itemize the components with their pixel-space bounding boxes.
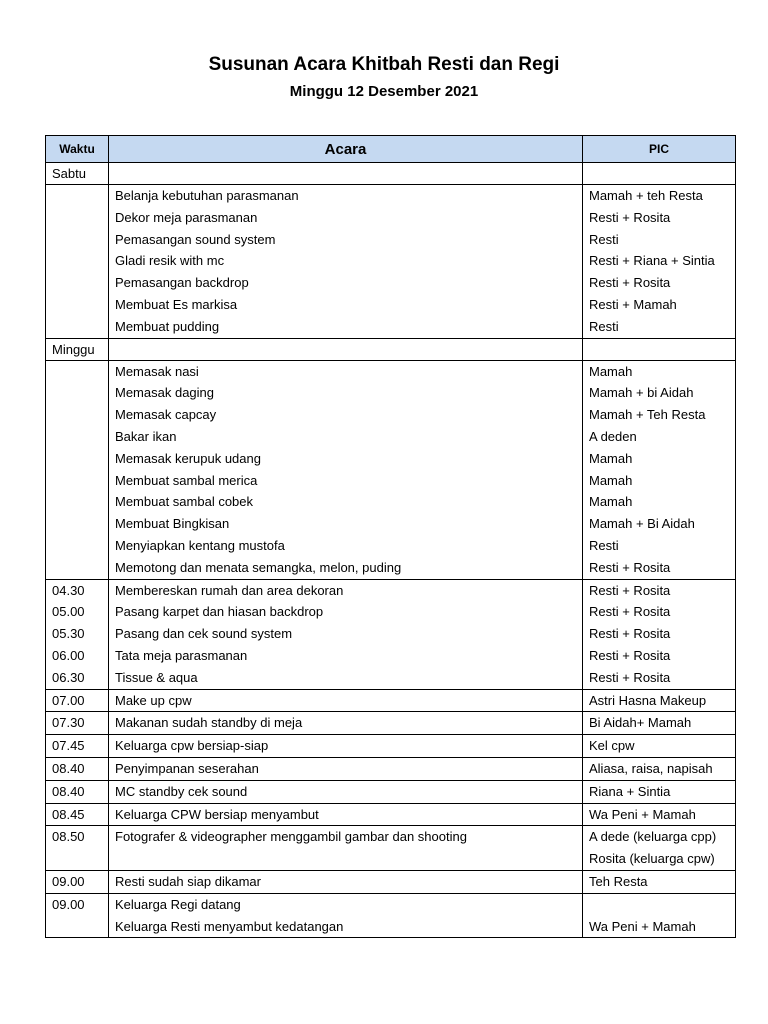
table-body xyxy=(46,163,736,938)
pic-cell xyxy=(583,893,736,938)
time-text xyxy=(52,557,102,579)
table-row xyxy=(46,803,736,826)
pic-text: Resti xyxy=(589,537,619,553)
pic-text: Mamah + bi Aidah xyxy=(589,385,694,401)
time-text: 07.30 xyxy=(52,715,85,731)
time-text xyxy=(52,229,102,251)
pic-text: A dede (keluarga cpp) xyxy=(589,829,717,845)
pic-text: Mamah + Bi Aidah xyxy=(589,516,695,532)
acara-cell xyxy=(109,803,583,826)
pic-cell xyxy=(583,780,736,803)
pic-text: Teh Resta xyxy=(589,873,648,889)
time-text xyxy=(52,513,102,535)
time-text: 06.30 xyxy=(52,669,85,685)
time-cell xyxy=(46,185,109,339)
acara-text: Membuat Bingkisan xyxy=(115,516,230,532)
pic-text: Resti + Rosita xyxy=(589,647,671,663)
table-header-row xyxy=(46,136,736,163)
pic-cell xyxy=(583,870,736,893)
acara-text: Keluarga Regi datang xyxy=(115,896,241,912)
acara-text: Menyiapkan kentang mustofa xyxy=(115,537,285,553)
acara-text: Membuat sambal merica xyxy=(115,472,258,488)
time-text: 07.45 xyxy=(52,738,85,754)
time-text xyxy=(52,382,102,404)
pic-text: Resti + Rosita xyxy=(589,209,671,225)
pic-text: Mamah xyxy=(589,363,633,379)
time-text xyxy=(52,361,102,383)
time-cell xyxy=(46,579,109,689)
header-acara: Acara xyxy=(109,136,583,163)
pic-text: Resti + Rosita xyxy=(589,559,671,575)
pic-cell xyxy=(583,689,736,712)
pic-cell xyxy=(583,579,736,689)
header-waktu: Waktu xyxy=(46,136,109,163)
acara-text: Bakar ikan xyxy=(115,428,177,444)
time-text: 05.00 xyxy=(52,604,85,620)
acara-text: Membuat pudding xyxy=(115,318,220,334)
acara-cell xyxy=(109,712,583,735)
acara-text: Membereskan rumah dan area dekoran xyxy=(115,582,344,598)
time-text: 07.00 xyxy=(52,692,85,708)
time-text xyxy=(52,207,102,229)
pic-text: Bi Aidah+ Mamah xyxy=(589,715,692,731)
time-text: 09.00 xyxy=(52,873,85,889)
acara-cell xyxy=(109,360,583,579)
pic-text: Mamah xyxy=(589,472,633,488)
pic-text: Resti xyxy=(589,318,619,334)
acara-text xyxy=(115,848,576,870)
pic-text: Resti + Mamah xyxy=(589,296,677,312)
pic-cell xyxy=(583,163,736,185)
time-text xyxy=(52,404,102,426)
pic-text: Mamah + Teh Resta xyxy=(589,407,706,423)
pic-cell xyxy=(583,712,736,735)
time-text: 08.45 xyxy=(52,806,85,822)
acara-cell xyxy=(109,780,583,803)
pic-cell xyxy=(583,803,736,826)
time-text xyxy=(52,916,102,938)
pic-text: Resti + Rosita xyxy=(589,669,671,685)
table-row xyxy=(46,870,736,893)
time-text: 08.40 xyxy=(52,783,85,799)
acara-cell xyxy=(109,757,583,780)
time-text: 08.40 xyxy=(52,760,85,776)
pic-text: Resti + Riana + Sintia xyxy=(589,253,715,269)
acara-text: Tata meja parasmanan xyxy=(115,647,248,663)
pic-text: Kel cpw xyxy=(589,738,635,754)
header-pic: PIC xyxy=(583,136,736,163)
acara-text: Memotong dan menata semangka, melon, puding xyxy=(115,559,402,575)
pic-text: Resti + Rosita xyxy=(589,275,671,291)
time-cell xyxy=(46,893,109,938)
pic-cell xyxy=(583,185,736,339)
pic-text: Mamah xyxy=(589,494,633,510)
time-cell xyxy=(46,757,109,780)
table-row xyxy=(46,579,736,689)
acara-cell xyxy=(109,826,583,871)
acara-text: Pemasangan sound system xyxy=(115,231,276,247)
acara-text: Resti sudah siap dikamar xyxy=(115,873,261,889)
acara-text: Pemasangan backdrop xyxy=(115,275,249,291)
acara-text: Memasak kerupuk udang xyxy=(115,450,261,466)
pic-text: Aliasa, raisa, napisah xyxy=(589,760,713,776)
pic-text: Resti + Rosita xyxy=(589,626,671,642)
time-cell xyxy=(46,826,109,871)
acara-text: Memasak nasi xyxy=(115,363,199,379)
time-text xyxy=(52,294,102,316)
pic-text: Resti xyxy=(589,231,619,247)
acara-text: Belanja kebutuhan parasmanan xyxy=(115,188,299,203)
pic-text: Astri Hasna Makeup xyxy=(589,692,707,708)
time-text: 09.00 xyxy=(52,896,85,912)
pic-cell xyxy=(583,338,736,360)
time-text xyxy=(52,535,102,557)
table-row xyxy=(46,338,736,360)
table-row xyxy=(46,893,736,938)
document-subtitle: Minggu 12 Desember 2021 xyxy=(289,83,479,100)
time-cell xyxy=(46,735,109,758)
time-text: 05.30 xyxy=(52,626,85,642)
pic-cell xyxy=(583,757,736,780)
pic-text: Riana + Sintia xyxy=(589,783,671,799)
time-text xyxy=(52,250,102,272)
day-label: Minggu xyxy=(46,338,109,360)
acara-cell xyxy=(109,163,583,185)
table-row xyxy=(46,185,736,339)
time-text xyxy=(52,470,102,492)
pic-text: Wa Peni + Mamah xyxy=(589,918,696,934)
pic-cell xyxy=(583,735,736,758)
acara-text: Tissue & aqua xyxy=(115,669,198,685)
pic-text: Rosita (keluarga cpw) xyxy=(589,851,715,867)
time-cell xyxy=(46,870,109,893)
acara-text: MC standby cek sound xyxy=(115,783,248,799)
acara-text: Keluarga CPW bersiap menyambut xyxy=(115,806,319,822)
time-text xyxy=(52,272,102,294)
time-text xyxy=(52,491,102,513)
table-row xyxy=(46,735,736,758)
time-text: 08.50 xyxy=(52,829,85,845)
document-title: Susunan Acara Khitbah Resti dan Regi xyxy=(208,54,560,75)
day-label: Sabtu xyxy=(46,163,109,185)
acara-text: Membuat Es markisa xyxy=(115,296,238,312)
acara-text: Keluarga Resti menyambut kedatangan xyxy=(115,918,344,934)
pic-text xyxy=(589,894,729,916)
acara-text: Penyimpanan seserahan xyxy=(115,760,259,776)
acara-cell xyxy=(109,893,583,938)
table-row xyxy=(46,757,736,780)
acara-text: Pasang dan cek sound system xyxy=(115,626,293,642)
acara-text: Memasak capcay xyxy=(115,407,217,423)
acara-cell xyxy=(109,735,583,758)
acara-text: Make up cpw xyxy=(115,692,192,708)
table-row xyxy=(46,780,736,803)
time-cell xyxy=(46,780,109,803)
acara-text: Keluarga cpw bersiap-siap xyxy=(115,738,269,754)
acara-text: Memasak daging xyxy=(115,385,214,401)
acara-text: Fotografer & videographer menggambil gambar dan shooting xyxy=(115,829,467,845)
time-text: 06.00 xyxy=(52,647,85,663)
pic-cell xyxy=(583,826,736,871)
pic-text: Mamah xyxy=(589,450,633,466)
time-cell xyxy=(46,689,109,712)
acara-cell xyxy=(109,338,583,360)
schedule-table xyxy=(45,135,736,938)
table-row xyxy=(46,360,736,579)
acara-text: Dekor meja parasmanan xyxy=(115,209,258,225)
time-text xyxy=(52,448,102,470)
time-cell xyxy=(46,360,109,579)
table-row xyxy=(46,689,736,712)
acara-cell xyxy=(109,689,583,712)
pic-text: A deden xyxy=(589,428,637,444)
pic-cell xyxy=(583,360,736,579)
acara-text: Makanan sudah standby di meja xyxy=(115,715,303,731)
acara-cell xyxy=(109,870,583,893)
pic-text: Wa Peni + Mamah xyxy=(589,806,696,822)
time-text: 04.30 xyxy=(52,582,85,598)
table-row xyxy=(46,826,736,871)
time-text xyxy=(52,185,102,207)
pic-text: Resti + Rosita xyxy=(589,604,671,620)
acara-cell xyxy=(109,579,583,689)
table-row xyxy=(46,712,736,735)
time-text xyxy=(52,426,102,448)
acara-text: Pasang karpet dan hiasan backdrop xyxy=(115,604,324,620)
table-row xyxy=(46,163,736,185)
time-text xyxy=(52,316,102,338)
time-cell xyxy=(46,803,109,826)
acara-text: Gladi resik with mc xyxy=(115,253,225,269)
time-text xyxy=(52,848,102,870)
acara-text: Membuat sambal cobek xyxy=(115,494,254,510)
pic-text: Mamah + teh Resta xyxy=(589,188,703,203)
time-cell xyxy=(46,712,109,735)
acara-cell xyxy=(109,185,583,339)
pic-text: Resti + Rosita xyxy=(589,582,671,598)
